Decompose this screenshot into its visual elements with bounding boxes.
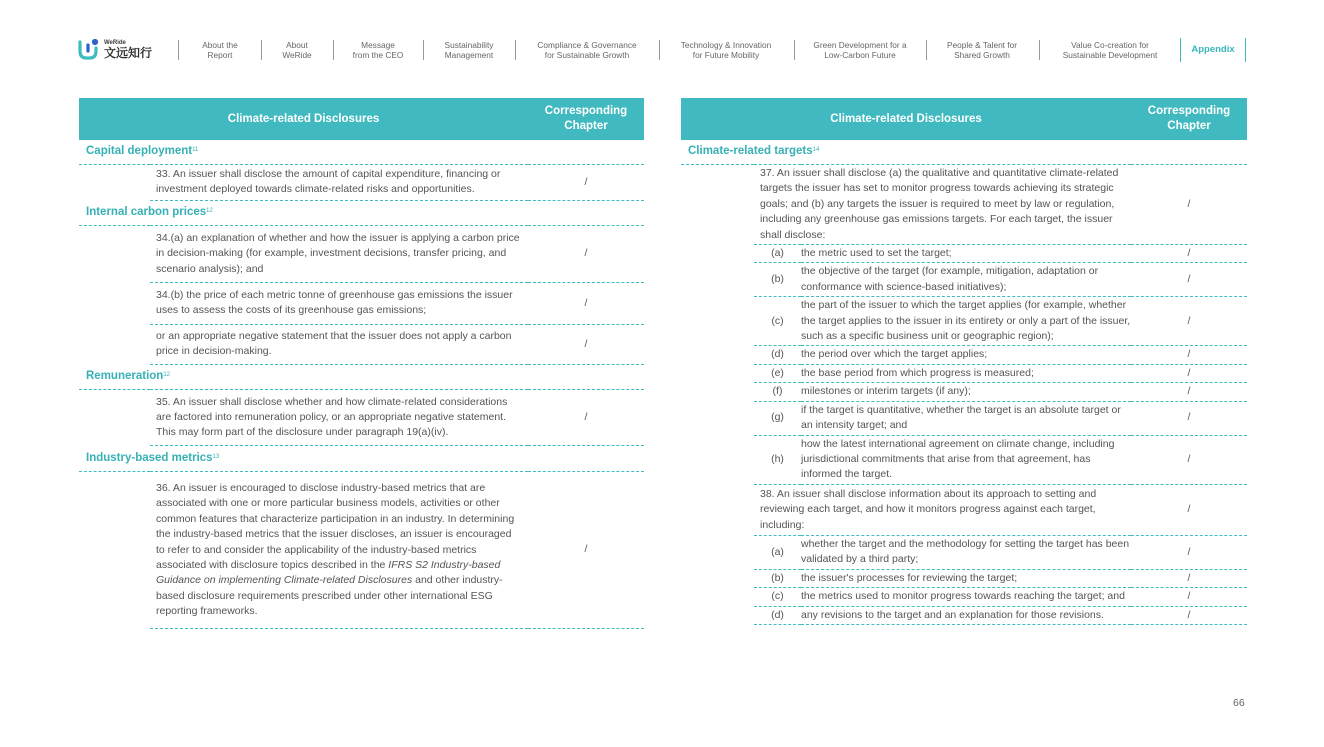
section-remuneration: Remuneration [86, 369, 164, 382]
indent-cell [681, 606, 754, 624]
chapter-slash: / [1131, 245, 1247, 263]
section-row [79, 364, 644, 389]
header-chapter: Corresponding Chapter [1131, 98, 1247, 140]
chapter-slash: / [528, 283, 644, 325]
nav-divider [423, 40, 424, 60]
section-title [79, 140, 644, 165]
item-text: the issuer's processes for reviewing the target; [801, 569, 1131, 587]
table-row [79, 165, 644, 201]
section-row [79, 140, 644, 165]
chapter-slash: / [1131, 606, 1247, 624]
table-row [681, 346, 1247, 364]
section-internal-carbon-prices: Internal carbon prices [86, 206, 207, 219]
nav-divider [926, 40, 927, 60]
chapter-slash: / [1131, 535, 1247, 569]
paragraph-36-text: 36. An issuer is encouraged to disclose industry-based metrics that are associated with one or more particular business models, activities or other common features that characterize participation in an industry. In determining the industry-based metrics that the issuer discloses, an issuer is encouraged to refer to and consider the applicability of the industry-based metrics associated with disclosure topics described in the [156, 481, 515, 571]
right-disclosure-table [681, 98, 1247, 625]
footnote-marker: 11 [192, 147, 199, 154]
table-row [79, 324, 644, 364]
weride-logo-icon [78, 38, 100, 60]
table-header [681, 98, 1247, 140]
item-letter: (d) [754, 346, 801, 364]
top-navigation [0, 0, 1324, 72]
chapter-slash: / [1131, 165, 1247, 245]
indent-cell [681, 401, 754, 435]
item-letter: (a) [754, 535, 801, 569]
table-row [681, 383, 1247, 401]
item-letter: (f) [754, 383, 801, 401]
indent-cell [79, 389, 150, 445]
section-industry-based-metrics: Industry-based metrics [86, 451, 213, 464]
indent-cell [681, 364, 754, 382]
logo-chinese: 文远知行 [104, 45, 153, 60]
chapter-slash: / [528, 324, 644, 364]
indent-cell [681, 435, 754, 484]
footnote-marker: 12 [206, 208, 213, 215]
nav-sustainability-management[interactable]: Sustainability Management [444, 40, 494, 60]
chapter-slash: / [1131, 484, 1247, 535]
item-letter: (d) [754, 606, 801, 624]
nav-appendix[interactable]: Appendix [1180, 38, 1246, 62]
table-row [79, 471, 644, 628]
chapter-slash: / [1131, 435, 1247, 484]
paragraph-35: 35. An issuer shall disclose whether and how climate-related considerations are factored into remuneration policy, or an appropriate negative statement. This may form part of the disclosure under paragraph 19(a)(iv). [150, 389, 528, 445]
item-letter: (b) [754, 263, 801, 297]
item-text: the objective of the target (for example, mitigation, adaptation or conformance with science-based initiatives); [801, 263, 1131, 297]
nav-technology-innovation[interactable]: Technology & Innovation for Future Mobility [680, 40, 772, 60]
table-header [79, 98, 644, 140]
indent-cell [79, 283, 150, 325]
indent-cell [681, 383, 754, 401]
section-climate-related-targets: Climate-related targets [688, 145, 813, 158]
paragraph-34a: 34.(a) an explanation of whether and how the issuer is applying a carbon price in decision-making (for example, investment decisions, transfer pricing, and scenario analysis); and [150, 225, 528, 282]
table-row [681, 588, 1247, 606]
item-text: whether the target and the methodology for setting the target has been validated by a third party; [801, 535, 1131, 569]
section-title [79, 364, 644, 389]
item-text: milestones or interim targets (if any); [801, 383, 1131, 401]
nav-compliance-governance[interactable]: Compliance & Governance for Sustainable Growth [537, 40, 637, 60]
header-disclosures: Climate-related Disclosures [681, 98, 1131, 140]
paragraph-38: 38. An issuer shall disclose information about its approach to setting and reviewing each target, and how it monitors progress against each target, including: [754, 484, 1131, 535]
left-disclosure-table [79, 98, 644, 629]
table-row [681, 606, 1247, 624]
table-row [681, 569, 1247, 587]
item-text: the metrics used to monitor progress towards reaching the target; and [801, 588, 1131, 606]
table-row [681, 245, 1247, 263]
table-row [79, 283, 644, 325]
table-row [79, 389, 644, 445]
indent-cell [681, 588, 754, 606]
header-chapter: Corresponding Chapter [528, 98, 644, 140]
item-letter: (g) [754, 401, 801, 435]
nav-about-report[interactable]: About the Report [202, 40, 238, 60]
chapter-slash: / [1131, 263, 1247, 297]
indent-cell [681, 346, 754, 364]
nav-divider [515, 40, 516, 60]
nav-divider [178, 40, 179, 60]
nav-divider [333, 40, 334, 60]
indent-cell [79, 225, 150, 282]
section-title [79, 445, 644, 471]
logo-english: WeRide [104, 39, 126, 46]
item-text: the base period from which progress is measured; [801, 364, 1131, 382]
section-row [79, 200, 644, 225]
chapter-slash: / [528, 225, 644, 282]
paragraph-36-text-end: and other industry-based disclosure requirements prescribed under other international ESG reporting frameworks. [156, 574, 503, 618]
nav-about-weride[interactable]: About WeRide [282, 40, 312, 60]
indent-cell [681, 535, 754, 569]
table-row [681, 165, 1247, 245]
item-letter: (e) [754, 364, 801, 382]
page-number: 66 [1233, 697, 1245, 709]
item-letter: (c) [754, 297, 801, 346]
indent-cell [681, 165, 754, 245]
nav-value-cocreation[interactable]: Value Co-creation for Sustainable Development [1062, 40, 1158, 60]
logo-text [104, 40, 152, 59]
item-letter: (a) [754, 245, 801, 263]
paragraph-34-negative: or an appropriate negative statement that the issuer does not apply a carbon price in decision-making. [150, 324, 528, 364]
table-row [681, 535, 1247, 569]
nav-message-ceo[interactable]: Message from the CEO [352, 40, 404, 60]
indent-cell [681, 297, 754, 346]
item-text: the period over which the target applies; [801, 346, 1131, 364]
section-row [681, 140, 1247, 165]
table-row [681, 401, 1247, 435]
chapter-slash: / [1131, 569, 1247, 587]
item-text: if the target is quantitative, whether the target is an absolute target or an intensity target; and [801, 401, 1131, 435]
nav-divider [261, 40, 262, 60]
table-row [681, 263, 1247, 297]
paragraph-37: 37. An issuer shall disclose (a) the qualitative and quantitative climate-related targets the issuer has set to monitor progress towards achieving its strategic goals; and (b) any targets the issuer is required to meet by law or regulation, including any greenhouse gas emissions targets. For each target, the issuer shall disclose: [754, 165, 1131, 245]
indent-cell [79, 324, 150, 364]
table-row [681, 364, 1247, 382]
chapter-slash: / [1131, 383, 1247, 401]
nav-divider [794, 40, 795, 60]
header-disclosures: Climate-related Disclosures [79, 98, 528, 140]
table-row [681, 484, 1247, 535]
indent-cell [681, 484, 754, 535]
nav-people-talent[interactable]: People & Talent for Shared Growth [947, 40, 1017, 60]
chapter-slash: / [528, 165, 644, 201]
item-text: the part of the issuer to which the target applies (for example, whether the target applies to the issuer in its entirety or only a part of the issuer, such as a specific business unit or geographic region); [801, 297, 1131, 346]
paragraph-33: 33. An issuer shall disclose the amount of capital expenditure, financing or investment deployed towards climate-related risks and opportunities. [150, 165, 528, 201]
table-row [681, 435, 1247, 484]
footnote-marker: 12 [163, 371, 171, 378]
chapter-slash: / [1131, 401, 1247, 435]
indent-cell [681, 245, 754, 263]
item-text: how the latest international agreement on climate change, including jurisdictional commitments that arise from that agreement, has informed the target. [801, 435, 1131, 484]
nav-divider [659, 40, 660, 60]
item-text: the metric used to set the target; [801, 245, 1131, 263]
table-row [79, 225, 644, 282]
indent-cell [681, 263, 754, 297]
chapter-slash: / [1131, 588, 1247, 606]
indent-cell [681, 569, 754, 587]
item-letter: (c) [754, 588, 801, 606]
nav-green-development[interactable]: Green Development for a Low-Carbon Future [813, 40, 907, 60]
paragraph-36 [150, 471, 528, 628]
footnote-marker: 13 [212, 453, 220, 460]
section-title [79, 200, 644, 225]
chapter-slash: / [528, 389, 644, 445]
chapter-slash: / [1131, 346, 1247, 364]
footnote-marker: 14 [812, 147, 820, 154]
table-row [681, 297, 1247, 346]
item-letter: (h) [754, 435, 801, 484]
paragraph-34b: 34.(b) the price of each metric tonne of greenhouse gas emissions the issuer uses to assess the costs of its greenhouse gas emissions; [150, 283, 528, 325]
section-row [79, 445, 644, 471]
chapter-slash: / [1131, 364, 1247, 382]
item-text: any revisions to the target and an explanation for those revisions. [801, 606, 1131, 624]
chapter-slash: / [1131, 297, 1247, 346]
indent-cell [79, 471, 150, 628]
ifrs-s2-guidance-title: IFRS S2 Industry-based Guidance on implementing Climate-related Disclosures [156, 558, 501, 587]
section-capital-deployment: Capital deployment [86, 145, 193, 158]
item-letter: (b) [754, 569, 801, 587]
nav-divider [1039, 40, 1040, 60]
indent-cell [79, 165, 150, 201]
section-title [681, 140, 1247, 165]
chapter-slash: / [528, 471, 644, 628]
weride-logo[interactable] [78, 38, 152, 60]
